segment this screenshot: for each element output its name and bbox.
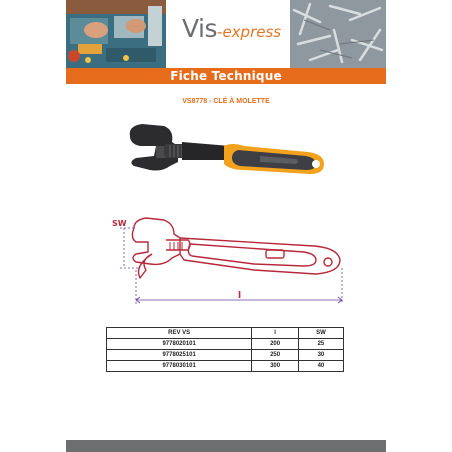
cell-sw: 25: [298, 339, 343, 350]
header-l: l: [252, 328, 299, 339]
wrench-photo: [120, 116, 330, 196]
product-subtitle: VS8778 - CLÉ À MOLETTE: [182, 98, 270, 105]
wrench-technical-drawing: [104, 206, 354, 316]
header-sw: SW: [298, 328, 343, 339]
footer-bar: [66, 440, 386, 452]
spec-table: [106, 327, 344, 372]
cell-ref: 9778030101: [107, 361, 252, 372]
cell-sw: 40: [298, 361, 343, 372]
cell-l: 250: [252, 350, 299, 361]
table-row: [107, 339, 344, 350]
header-photo-screws: [290, 0, 386, 68]
table-row: [107, 350, 344, 361]
table-header-row: [107, 328, 344, 339]
cell-ref: 9778025101: [107, 350, 252, 361]
table-row: [107, 361, 344, 372]
vis-express-logo: [182, 14, 292, 54]
cell-ref: 9778020101: [107, 339, 252, 350]
cell-sw: 30: [298, 350, 343, 361]
cell-l: 300: [252, 361, 299, 372]
cell-l: 200: [252, 339, 299, 350]
header-photo-hands-tools: [66, 0, 166, 68]
header-rev-vs: REV VS: [107, 328, 252, 339]
dimension-label-l: l: [238, 291, 242, 301]
logo-text-express: -express: [217, 23, 282, 41]
dimension-label-sw: SW: [112, 219, 127, 228]
logo-text-vis: Vis: [182, 14, 218, 43]
fiche-technique-banner: Fiche Technique: [66, 68, 386, 84]
